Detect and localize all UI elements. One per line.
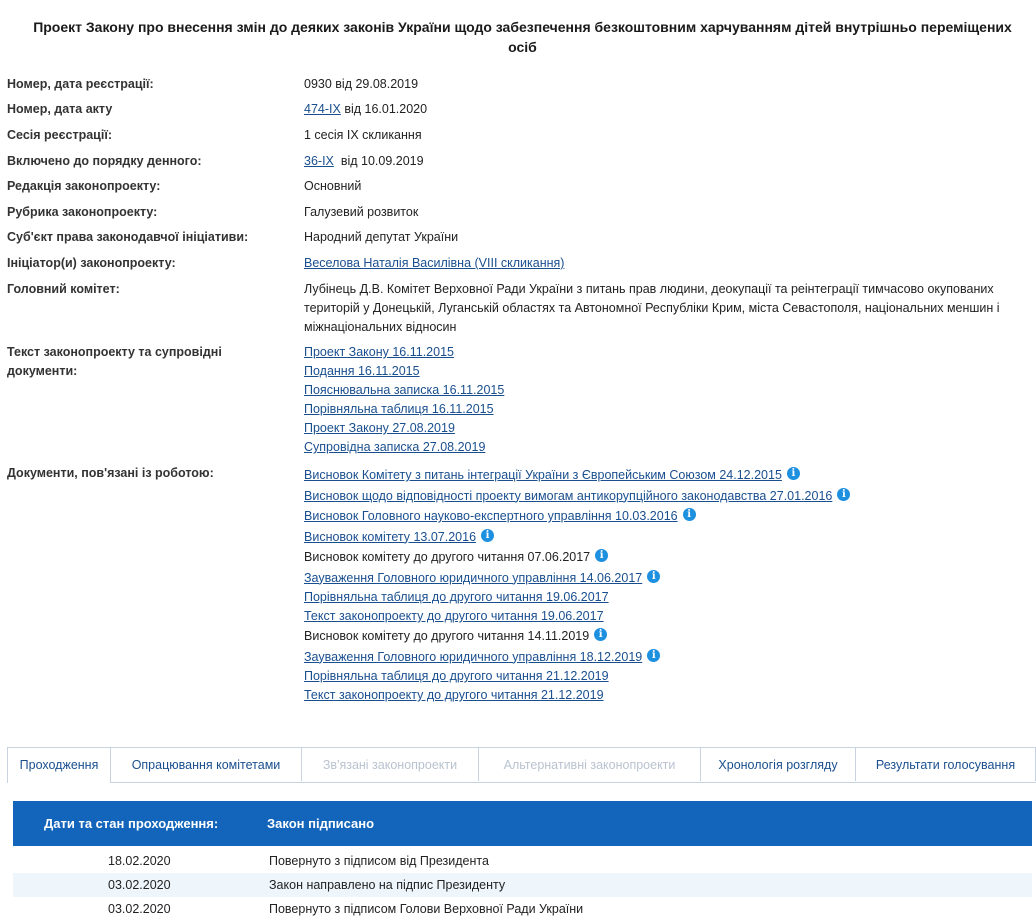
reg-label: Номер, дата реєстрації: (7, 77, 154, 91)
agenda-value (304, 152, 424, 171)
act-link[interactable]: 474-IX (304, 102, 341, 116)
initiator-link[interactable]: Веселова Наталія Василівна (VIII скликання) (304, 256, 565, 270)
reg-value: 0930 від 29.08.2019 (304, 77, 419, 91)
document-text: Висновок комітету до другого читання 14.11.2019 (304, 629, 590, 643)
edition-value: Основний (304, 179, 362, 193)
edition-label: Редакція законопроекту: (7, 179, 161, 193)
status-header: Закон підписано (267, 816, 375, 831)
texts-label: Текст законопроекту та супровідні документи: (7, 345, 222, 378)
row-status: Закон направлено на підпис Президенту (269, 878, 506, 892)
document-link[interactable]: Текст законопроекту до другого читання 21.12.2019 (304, 688, 604, 702)
act-date: від 16.01.2020 (340, 102, 428, 116)
table-row (13, 849, 1032, 873)
document-link[interactable]: Порівняльна таблиця до другого читання 21.12.2019 (304, 669, 609, 683)
committee-label: Головний комітет: (7, 282, 120, 296)
tab-passage[interactable]: Проходження (7, 747, 111, 783)
act-value (304, 100, 427, 119)
info-icon[interactable]: i (647, 570, 660, 583)
info-icon[interactable]: i (837, 488, 850, 501)
act-label: Номер, дата акту (7, 102, 113, 116)
document-link[interactable]: Висновок Головного науково-експертного управління 10.03.2016 (304, 509, 678, 523)
row-status: Повернуто з підписом від Президента (269, 854, 489, 868)
text-doc-link[interactable]: Порівняльна таблиця 16.11.2015 (304, 402, 494, 416)
subject-label: Суб'єкт права законодавчої ініціативи: (7, 230, 249, 244)
rubric-label: Рубрика законопроекту: (7, 205, 158, 219)
agenda-link[interactable]: 36-IX (304, 154, 334, 168)
rubric-value: Галузевий розвиток (304, 205, 419, 219)
text-doc-link[interactable]: Подання 16.11.2015 (304, 364, 420, 378)
info-icon[interactable]: i (683, 508, 696, 521)
passage-header (13, 801, 1032, 846)
info-icon[interactable]: i (647, 649, 660, 662)
texts-list (304, 343, 504, 457)
row-date: 03.02.2020 (108, 878, 171, 892)
text-doc-link[interactable]: Проект Закону 27.08.2019 (304, 421, 455, 435)
table-row (13, 873, 1032, 897)
info-icon[interactable]: i (594, 628, 607, 641)
info-icon[interactable]: i (595, 549, 608, 562)
initiator-label: Ініціатор(и) законопроекту: (7, 256, 176, 270)
docs-label: Документи, пов'язані із роботою: (7, 466, 214, 480)
document-text: Висновок комітету до другого читання 07.06.2017 (304, 550, 591, 564)
page-title: Проект Закону про внесення змін до деяких законів України щодо забезпечення безкоштовним харчуванням дітей внутрішньо переміщених осіб (33, 19, 1012, 55)
tab-committees[interactable]: Опрацювання комітетами (110, 747, 302, 781)
document-link[interactable]: Зауваження Головного юридичного управління 18.12.2019 (304, 649, 643, 664)
document-link[interactable]: Текст законопроекту до другого читання 19.06.2017 (304, 609, 604, 623)
subject-value: Народний депутат України (304, 230, 459, 244)
tab-related-bills: Зв'язані законопроекти (301, 747, 479, 781)
table-row (13, 897, 1032, 921)
tab-alternative-bills: Альтернативні законопроекти (478, 747, 701, 781)
tab-bar (7, 747, 1036, 783)
document-link[interactable]: Висновок комітету 13.07.2016 (304, 529, 477, 544)
dates-header: Дати та стан проходження: (44, 816, 219, 831)
committee-value: Лубінець Д.В. Комітет Верховної Ради України з питань прав людини, деокупації та реінтеграції тимчасово окупованих територій у Донецькій, Луганській областях та Автономної Республіки Крим, міста Севастополя, національних меншин і міжнаціональних відносин (304, 282, 1000, 334)
document-link[interactable]: Зауваження Головного юридичного управління 14.06.2017 (304, 570, 643, 585)
info-icon[interactable]: i (787, 467, 800, 480)
session-value: 1 сесія IX скликання (304, 128, 422, 142)
document-link[interactable]: Порівняльна таблиця до другого читання 19.06.2017 (304, 590, 609, 604)
info-icon[interactable]: i (481, 529, 494, 542)
text-doc-link[interactable]: Проект Закону 16.11.2015 (304, 345, 454, 359)
document-link[interactable]: Висновок щодо відповідності проекту вимогам антикорупційного законодавства 27.01.2016 (304, 488, 833, 503)
agenda-label: Включено до порядку денного: (7, 154, 202, 168)
document-link[interactable]: Висновок Комітету з питань інтеграції України з Європейським Союзом 24.12.2015 (304, 468, 782, 482)
text-doc-link[interactable]: Супровідна записка 27.08.2019 (304, 440, 486, 454)
docs-list (304, 465, 850, 705)
session-label: Сесія реєстрації: (7, 128, 112, 142)
row-status: Повернуто з підписом Голови Верховної Ради України (269, 902, 584, 916)
tab-voting-results[interactable]: Результати голосування (855, 747, 1036, 781)
row-date: 03.02.2020 (108, 902, 171, 916)
agenda-date: від 10.09.2019 (333, 154, 424, 168)
row-date: 18.02.2020 (108, 854, 171, 868)
tab-chronology[interactable]: Хронологія розгляду (700, 747, 856, 781)
text-doc-link[interactable]: Пояснювальна записка 16.11.2015 (304, 383, 505, 397)
